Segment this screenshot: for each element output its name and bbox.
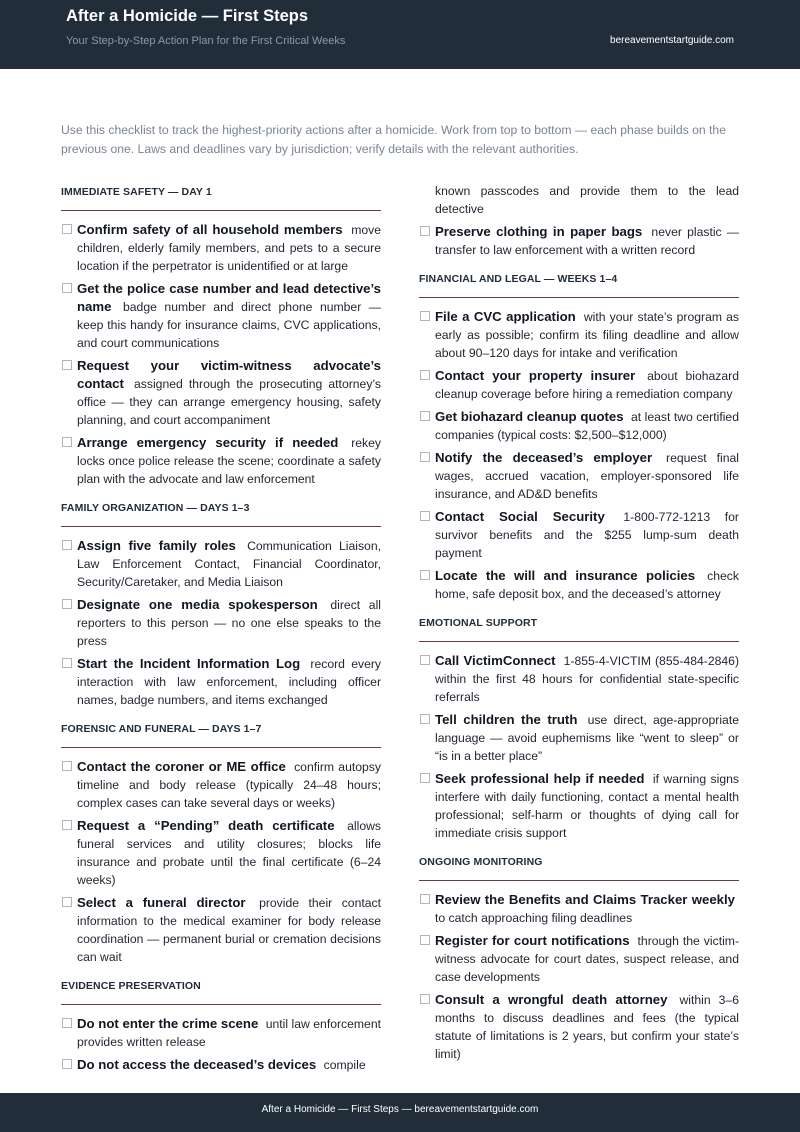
item-lead: Tell children the truth [435,712,578,727]
item-description: assigned through the prosecuting attorney’s office — they can arrange emergency housing, safety planning, and court accompaniment [77,377,382,427]
item-description: until law enforcement provides written release [77,1017,382,1049]
item-description: record every interaction with law enforcement, including officer names, badge numbers, and items exchanged [77,657,381,707]
item-description: move children, elderly family members, and pets to a secure location if the perpetrator is unidentified or at large [77,223,381,273]
page-subtitle: Your Step-by-Step Action Plan for the First Critical Weeks [66,35,346,47]
item-description: with your state’s program as early as possible; confirm its filing deadline and allow about 90–120 days for intake and verification [435,310,740,360]
item-description: 1-800-772-1213 for survivor benefits and the $255 lump-sum death payment [435,510,739,560]
item-lead: Arrange emergency security if needed [77,435,339,450]
continued-text: known passcodes and provide them to the lead detective [435,184,739,216]
item-lead: Seek professional help if needed [435,771,645,786]
checklist-item [419,508,739,562]
page-footer: After a Homicide — First Steps — bereavementstartguide.com [0,1093,800,1132]
checkbox[interactable] [62,224,72,234]
item-lead: Call VictimConnect [435,653,556,668]
item-description: about biohazard cleanup coverage before hiring a remediation company [435,369,739,401]
checklist-item [419,567,739,603]
item-description: if warning signs interfere with daily functioning, contact a mental health professional; self-harm or thoughts of dying call for immediate crisis support [435,772,740,840]
checklist-section [61,502,381,709]
item-description: provide their contact information to the medical examiner for body release coordination — permanent burial or cremation decisions can wait [77,896,382,964]
checklist-item [61,655,381,709]
left-column [61,182,381,1088]
section-title: EMOTIONAL SUPPORT [419,617,739,642]
item-description: direct all reporters to this person — no one else speaks to the press [77,598,382,648]
checkbox[interactable] [62,540,72,550]
checklist-section [419,223,739,259]
checklist-item [419,308,739,362]
checklist-item [61,596,381,650]
checkbox[interactable] [420,226,430,236]
checklist-section [419,273,739,603]
section-title: EVIDENCE PRESERVATION [61,980,381,1005]
checkbox[interactable] [420,311,430,321]
item-description: never plastic — transfer to law enforcement with a written record [435,225,739,257]
checklist-item [419,223,739,259]
checklist-item [61,280,381,352]
checkbox[interactable] [420,714,430,724]
checklist-section [61,723,381,966]
item-description: within 3–6 months to discuss deadlines and fees (the typical statute of limitations is 2 years, but confirm your state’s limit) [435,993,740,1061]
checklist-item [419,449,739,503]
item-description: compile [323,1058,366,1072]
checkbox[interactable] [62,658,72,668]
section-title: FORENSIC AND FUNERAL — DAYS 1–7 [61,723,381,748]
checklist-item [61,434,381,488]
item-lead: Notify the deceased’s employer [435,450,653,465]
item-lead: Get the police case number and lead detective’s name [77,281,381,314]
checkbox[interactable] [420,511,430,521]
item-lead: Review the Benefits and Claims Tracker weekly [435,892,735,907]
item-description: at least two certified companies (typical costs: $2,500–$12,000) [435,410,739,442]
checkbox[interactable] [420,370,430,380]
checklist-item [419,891,739,927]
checklist-item [419,991,739,1063]
checklist-item [61,1015,381,1051]
item-lead: Contact the coroner or ME office [77,759,286,774]
checkbox[interactable] [62,437,72,447]
checkbox[interactable] [420,655,430,665]
right-column [419,182,739,1077]
checklist-item [61,758,381,812]
checklist-section [419,617,739,842]
checklist-item [419,652,739,706]
section-title: ONGOING MONITORING [419,856,739,881]
checklist-item [61,894,381,966]
checkbox[interactable] [62,283,72,293]
page-header [0,0,800,69]
checklist-item [419,408,739,444]
section-title: FAMILY ORGANIZATION — DAYS 1–3 [61,502,381,527]
intro-text: Use this checklist to track the highest-priority actions after a homicide. Work from top to bottom — each phase builds on the previous one. Laws and deadlines vary by jurisdiction; verify details with the relevant authorities. [61,123,726,156]
item-lead: Do not access the deceased’s devices [77,1057,317,1072]
item-lead: Request a “Pending” death certificate [77,818,335,833]
item-lead: File a CVC application [435,309,576,324]
item-description: badge number and direct phone number — keep this handy for insurance claims, CVC applications, and court communications [77,300,381,350]
item-description: check home, safe deposit box, and the deceased’s attorney [435,569,739,601]
checkbox[interactable] [420,773,430,783]
item-lead: Select a funeral director [77,895,246,910]
section-title: FINANCIAL AND LEGAL — WEEKS 1–4 [419,273,739,298]
item-lead: Get biohazard cleanup quotes [435,409,624,424]
checklist-section [61,980,381,1074]
checkbox[interactable] [420,411,430,421]
item-description: rekey locks once police release the scene; coordinate a safety plan with the advocate and law enforcement [77,436,381,486]
item-description: Communication Liaison, Law Enforcement Contact, Financial Coordinator, Security/Caretaker, and Media Liaison [77,539,381,589]
item-description: to catch approaching filing deadlines [435,911,633,925]
item-lead: Request your victim-witness advocate’s contact [77,358,381,391]
item-description: confirm autopsy timeline and body release (typically 24–48 hours; complex cases can take several days or weeks) [77,760,381,810]
page-title: After a Homicide — First Steps [66,7,309,25]
item-description: request final wages, accrued vacation, employer-sponsored life insurance, and AD&D benefits [435,451,739,501]
checkbox[interactable] [420,935,430,945]
header-site-url: bereavementstartguide.com [610,35,734,46]
item-description: 1-855-4-VICTIM (855-484-2846) within the first 48 hours for confidential state-specific referrals [435,654,740,704]
checklist-item [419,367,739,403]
item-lead: Confirm safety of all household members [77,222,343,237]
checkbox[interactable] [420,452,430,462]
item-lead: Locate the will and insurance policies [435,568,696,583]
item-lead: Contact Social Security [435,509,605,524]
item-lead: Consult a wrongful death attorney [435,992,668,1007]
item-description: through the victim-witness advocate for court dates, suspect release, and case developments [435,934,739,984]
item-lead: Preserve clothing in paper bags [435,224,643,239]
checkbox[interactable] [62,820,72,830]
item-description: use direct, age-appropriate language — avoid euphemisms like “went to sleep” or “is in a better place” [435,713,739,763]
item-lead: Do not enter the crime scene [77,1016,259,1031]
checklist-item [419,770,739,842]
checklist-item [61,221,381,275]
checkbox[interactable] [420,994,430,1004]
checkbox[interactable] [62,360,72,370]
checklist-item [419,711,739,765]
item-lead: Assign five family roles [77,538,236,553]
checkbox[interactable] [62,1059,72,1069]
checkbox[interactable] [62,897,72,907]
item-description: allows funeral services and utility closures; blocks life insurance and probate until the final certificate (6–24 weeks) [77,819,381,887]
checklist-item [61,817,381,889]
checklist-section [419,856,739,1063]
checkbox[interactable] [420,570,430,580]
checklist-item [61,357,381,429]
item-lead: Contact your property insurer [435,368,636,383]
item-lead: Register for court notifications [435,933,630,948]
checkbox[interactable] [420,894,430,904]
checklist-item [61,537,381,591]
checkbox[interactable] [62,599,72,609]
item-lead: Start the Incident Information Log [77,656,301,671]
item-lead: Designate one media spokesperson [77,597,318,612]
checklist-item [61,1056,381,1074]
checklist-item [419,932,739,986]
section-title: IMMEDIATE SAFETY — DAY 1 [61,186,381,211]
checklist-section [61,186,381,488]
checkbox[interactable] [62,1018,72,1028]
checkbox[interactable] [62,761,72,771]
